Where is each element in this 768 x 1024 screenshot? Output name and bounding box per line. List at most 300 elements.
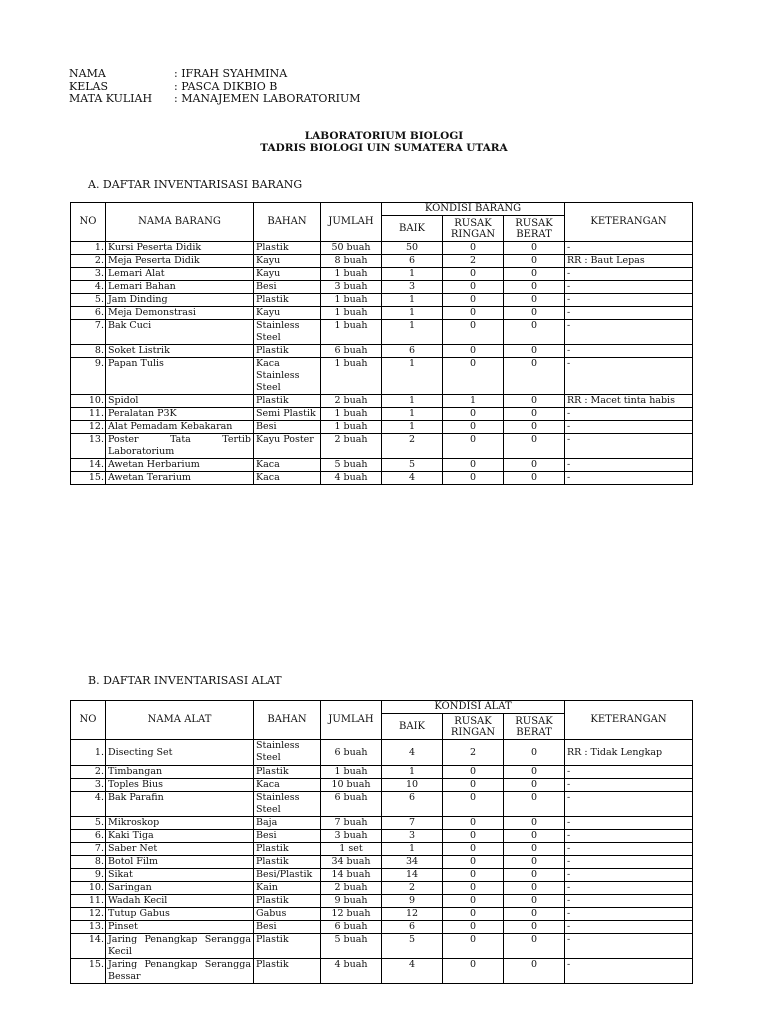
condition-rusak-berat: 0 [504,908,565,921]
item-name: Toples Bius [106,779,254,792]
col-qty: JUMLAH [321,203,382,242]
item-quantity: 5 buah [321,934,382,959]
col-no: NO [71,203,106,242]
condition-rusak-berat: 0 [504,459,565,472]
table-row [71,307,693,320]
table-row [71,869,693,882]
info-key: NAMA [69,67,106,80]
condition-rusak-berat: 0 [504,882,565,895]
condition-baik: 2 [382,882,443,895]
condition-rusak-berat: 0 [504,395,565,408]
condition-baik: 6 [382,255,443,268]
item-quantity: 1 buah [321,408,382,421]
item-note: RR : Macet tinta habis [565,395,693,408]
col-note: KETERANGAN [565,701,693,740]
table-row [71,472,693,485]
item-name: Saringan [106,882,254,895]
row-number: 8. [71,345,106,358]
table-row [71,459,693,472]
col-rusak-berat-label: RUSAK BERAT [515,715,553,738]
item-material: Plastik [254,345,321,358]
row-number: 1. [71,242,106,255]
item-note: - [565,472,693,485]
row-number: 14. [71,459,106,472]
condition-rusak-ringan: 0 [443,320,504,345]
section-a-heading: A. DAFTAR INVENTARISASI BARANG [88,178,303,191]
row-number: 9. [71,358,106,395]
col-rusak-ringan-label: RUSAK RINGAN [450,217,496,240]
condition-rusak-berat: 0 [504,255,565,268]
row-number: 11. [71,895,106,908]
condition-rusak-ringan: 0 [443,421,504,434]
table-row [71,895,693,908]
item-note: - [565,320,693,345]
col-condition: KONDISI BARANG [382,203,565,216]
condition-rusak-berat: 0 [504,779,565,792]
item-note: - [565,294,693,307]
condition-baik: 3 [382,830,443,843]
row-number: 6. [71,307,106,320]
item-quantity: 50 buah [321,242,382,255]
item-material: Gabus [254,908,321,921]
condition-rusak-ringan: 0 [443,294,504,307]
condition-rusak-berat: 0 [504,766,565,779]
item-note: - [565,281,693,294]
item-quantity: 2 buah [321,882,382,895]
item-material: Kayu [254,255,321,268]
condition-baik: 7 [382,817,443,830]
condition-rusak-berat: 0 [504,434,565,459]
item-material: Plastik [254,934,321,959]
item-material: Plastik [254,856,321,869]
item-note: RR : Baut Lepas [565,255,693,268]
item-note: - [565,779,693,792]
table-row [71,281,693,294]
item-name: Pinset [106,921,254,934]
item-name: Awetan Terarium [106,472,254,485]
item-quantity: 1 buah [321,766,382,779]
condition-rusak-berat: 0 [504,843,565,856]
row-number: 1. [71,740,106,766]
col-rusak-ringan-label: RUSAK RINGAN [450,715,496,738]
item-material: Kayu [254,268,321,281]
item-name: Meja Peserta Didik [106,255,254,268]
item-material: Semi Plastik [254,408,321,421]
item-name: Botol Film [106,856,254,869]
item-quantity: 9 buah [321,895,382,908]
item-name: Awetan Herbarium [106,459,254,472]
row-number: 10. [71,882,106,895]
item-note: - [565,830,693,843]
row-number: 3. [71,779,106,792]
condition-rusak-ringan: 0 [443,242,504,255]
info-value: : IFRAH SYAHMINA [174,67,288,80]
condition-rusak-ringan: 0 [443,779,504,792]
row-number: 12. [71,421,106,434]
condition-baik: 1 [382,408,443,421]
col-condition: KONDISI ALAT [382,701,565,714]
condition-rusak-ringan: 0 [443,472,504,485]
condition-rusak-berat: 0 [504,358,565,395]
table-row [71,408,693,421]
item-name: Meja Demonstrasi [106,307,254,320]
condition-rusak-ringan: 0 [443,817,504,830]
condition-baik: 9 [382,895,443,908]
row-number: 7. [71,843,106,856]
condition-baik: 1 [382,766,443,779]
item-note: RR : Tidak Lengkap [565,740,693,766]
row-number: 2. [71,255,106,268]
item-name: Saber Net [106,843,254,856]
item-quantity: 1 buah [321,320,382,345]
condition-baik: 5 [382,459,443,472]
item-material: Kaca [254,779,321,792]
item-material: Plastik [254,242,321,255]
condition-baik: 5 [382,934,443,959]
condition-rusak-ringan: 0 [443,792,504,817]
item-name: Tutup Gabus [106,908,254,921]
condition-rusak-berat: 0 [504,959,565,984]
item-note: - [565,358,693,395]
condition-baik: 34 [382,856,443,869]
condition-rusak-ringan: 0 [443,345,504,358]
condition-rusak-berat: 0 [504,345,565,358]
item-material: Besi/Plastik [254,869,321,882]
item-quantity: 34 buah [321,856,382,869]
item-quantity: 4 buah [321,472,382,485]
col-rusak-ringan [443,216,504,242]
condition-rusak-berat: 0 [504,817,565,830]
item-note: - [565,421,693,434]
condition-baik: 1 [382,395,443,408]
table-row [71,421,693,434]
table-row [71,856,693,869]
condition-baik: 12 [382,908,443,921]
row-number: 7. [71,320,106,345]
item-quantity: 2 buah [321,434,382,459]
condition-rusak-berat: 0 [504,307,565,320]
item-quantity: 10 buah [321,779,382,792]
condition-rusak-berat: 0 [504,934,565,959]
row-number: 10. [71,395,106,408]
table-row [71,268,693,281]
row-number: 4. [71,792,106,817]
row-number: 13. [71,434,106,459]
item-name: Disecting Set [106,740,254,766]
table-row [71,345,693,358]
condition-baik: 50 [382,242,443,255]
item-material: Kayu [254,307,321,320]
item-note: - [565,345,693,358]
item-quantity: 6 buah [321,921,382,934]
condition-rusak-ringan: 0 [443,281,504,294]
info-value: : PASCA DIKBIO B [174,79,278,93]
item-material: Plastik [254,959,321,984]
row-number: 15. [71,959,106,984]
condition-baik: 4 [382,472,443,485]
item-name: Bak Cuci [106,320,254,345]
condition-rusak-ringan: 0 [443,830,504,843]
row-number: 14. [71,934,106,959]
item-name: Mikroskop [106,817,254,830]
col-rusak-berat [504,714,565,740]
item-material: Besi [254,830,321,843]
title-line-1: LABORATORIUM BIOLOGI [304,130,464,142]
col-material: BAHAN [254,203,321,242]
condition-rusak-ringan: 0 [443,459,504,472]
item-note: - [565,268,693,281]
title-line-2: TADRIS BIOLOGI UIN SUMATERA UTARA [260,142,508,154]
condition-rusak-berat: 0 [504,895,565,908]
item-note: - [565,882,693,895]
document-title [0,130,768,154]
item-quantity: 3 buah [321,830,382,843]
item-material: Plastik [254,395,321,408]
condition-rusak-ringan: 0 [443,895,504,908]
item-note: - [565,908,693,921]
col-baik: BAIK [382,216,443,242]
item-name: Soket Listrik [106,345,254,358]
col-rusak-berat-label: RUSAK BERAT [515,217,553,240]
item-name: Peralatan P3K [106,408,254,421]
item-note: - [565,766,693,779]
condition-rusak-berat: 0 [504,472,565,485]
table-row [71,434,693,459]
item-material: Stainless Steel [254,792,321,817]
condition-rusak-berat: 0 [504,408,565,421]
table-row [71,294,693,307]
item-name: Jam Dinding [106,294,254,307]
item-material: Stainless Steel [254,740,321,766]
inventory-table-alat [70,700,693,984]
item-material: Plastik [254,895,321,908]
condition-rusak-berat: 0 [504,830,565,843]
condition-baik: 14 [382,869,443,882]
condition-rusak-ringan: 1 [443,395,504,408]
item-material: Kaca Stainless Steel [254,358,321,395]
item-name: Sikat [106,869,254,882]
student-info [69,68,361,106]
condition-rusak-ringan: 0 [443,869,504,882]
condition-baik: 1 [382,294,443,307]
item-quantity: 6 buah [321,792,382,817]
info-row-mata-kuliah [69,93,361,106]
info-key: MATA KULIAH [69,92,153,105]
condition-rusak-ringan: 0 [443,358,504,395]
item-quantity: 1 buah [321,421,382,434]
table-row [71,959,693,984]
row-number: 6. [71,830,106,843]
condition-rusak-ringan: 0 [443,908,504,921]
item-quantity: 4 buah [321,959,382,984]
condition-rusak-berat: 0 [504,921,565,934]
condition-rusak-ringan: 0 [443,766,504,779]
table-row [71,882,693,895]
condition-rusak-ringan: 0 [443,307,504,320]
item-quantity: 7 buah [321,817,382,830]
item-name: Jaring Penangkap Serangga Bessar [106,959,254,984]
item-quantity: 12 buah [321,908,382,921]
condition-rusak-berat: 0 [504,268,565,281]
item-note: - [565,959,693,984]
item-quantity: 1 buah [321,268,382,281]
condition-rusak-berat: 0 [504,740,565,766]
table-row [71,242,693,255]
condition-baik: 3 [382,281,443,294]
item-quantity: 1 buah [321,358,382,395]
condition-baik: 1 [382,320,443,345]
item-note: - [565,242,693,255]
row-number: 11. [71,408,106,421]
table-row [71,395,693,408]
item-name: Poster Tata Tertib Laboratorium [106,434,254,459]
table-row [71,817,693,830]
condition-rusak-berat: 0 [504,320,565,345]
info-key: KELAS [69,79,109,93]
item-name: Spidol [106,395,254,408]
condition-baik: 4 [382,959,443,984]
col-name: NAMA ALAT [106,701,254,740]
item-note: - [565,459,693,472]
condition-rusak-berat: 0 [504,242,565,255]
item-name: Lemari Bahan [106,281,254,294]
condition-rusak-ringan: 2 [443,255,504,268]
condition-rusak-berat: 0 [504,869,565,882]
row-number: 5. [71,294,106,307]
item-quantity: 2 buah [321,395,382,408]
item-name: Bak Parafin [106,792,254,817]
condition-rusak-ringan: 0 [443,921,504,934]
condition-rusak-berat: 0 [504,281,565,294]
item-quantity: 1 buah [321,307,382,320]
condition-rusak-berat: 0 [504,421,565,434]
item-note: - [565,869,693,882]
condition-rusak-berat: 0 [504,856,565,869]
item-quantity: 1 set [321,843,382,856]
item-material: Kain [254,882,321,895]
item-material: Stainless Steel [254,320,321,345]
item-name: Kursi Peserta Didik [106,242,254,255]
condition-rusak-ringan: 2 [443,740,504,766]
item-material: Besi [254,921,321,934]
item-quantity: 8 buah [321,255,382,268]
item-name: Kaki Tiga [106,830,254,843]
condition-rusak-ringan: 0 [443,408,504,421]
item-name: Wadah Kecil [106,895,254,908]
row-number: 9. [71,869,106,882]
col-baik: BAIK [382,714,443,740]
item-note: - [565,307,693,320]
col-rusak-berat [504,216,565,242]
table-row [71,830,693,843]
condition-baik: 1 [382,843,443,856]
item-note: - [565,856,693,869]
condition-baik: 2 [382,434,443,459]
item-quantity: 3 buah [321,281,382,294]
condition-baik: 1 [382,421,443,434]
item-material: Plastik [254,766,321,779]
row-number: 5. [71,817,106,830]
row-number: 3. [71,268,106,281]
section-b-heading: B. DAFTAR INVENTARISASI ALAT [88,674,282,687]
condition-baik: 1 [382,307,443,320]
col-no: NO [71,701,106,740]
item-quantity: 6 buah [321,345,382,358]
item-name: Papan Tulis [106,358,254,395]
row-number: 15. [71,472,106,485]
condition-rusak-berat: 0 [504,294,565,307]
item-note: - [565,817,693,830]
inventory-table-barang [70,202,693,485]
item-material: Kayu Poster [254,434,321,459]
table-row [71,740,693,766]
table-row [71,766,693,779]
item-material: Kaca [254,459,321,472]
condition-baik: 6 [382,921,443,934]
col-rusak-ringan [443,714,504,740]
item-note: - [565,843,693,856]
col-qty: JUMLAH [321,701,382,740]
condition-rusak-ringan: 0 [443,882,504,895]
row-number: 12. [71,908,106,921]
item-name: Alat Pemadam Kebakaran [106,421,254,434]
condition-rusak-berat: 0 [504,792,565,817]
table-row [71,358,693,395]
item-note: - [565,408,693,421]
condition-baik: 6 [382,792,443,817]
item-name: Lemari Alat [106,268,254,281]
condition-rusak-ringan: 0 [443,268,504,281]
col-note: KETERANGAN [565,203,693,242]
table-row [71,843,693,856]
table-row [71,921,693,934]
table-row [71,792,693,817]
item-name: Jaring Penangkap Serangga Kecil [106,934,254,959]
item-material: Plastik [254,843,321,856]
item-name: Timbangan [106,766,254,779]
item-material: Kaca [254,472,321,485]
col-name: NAMA BARANG [106,203,254,242]
item-quantity: 6 buah [321,740,382,766]
row-number: 8. [71,856,106,869]
row-number: 4. [71,281,106,294]
table-row [71,908,693,921]
item-note: - [565,934,693,959]
condition-baik: 10 [382,779,443,792]
item-material: Besi [254,281,321,294]
item-note: - [565,921,693,934]
table-row [71,320,693,345]
condition-rusak-ringan: 0 [443,959,504,984]
condition-rusak-ringan: 0 [443,856,504,869]
table-row [71,934,693,959]
condition-rusak-ringan: 0 [443,434,504,459]
item-note: - [565,895,693,908]
condition-rusak-ringan: 0 [443,843,504,856]
item-quantity: 1 buah [321,294,382,307]
item-note: - [565,434,693,459]
row-number: 2. [71,766,106,779]
condition-baik: 1 [382,268,443,281]
item-quantity: 5 buah [321,459,382,472]
row-number: 13. [71,921,106,934]
condition-baik: 6 [382,345,443,358]
condition-baik: 1 [382,358,443,395]
info-row-nama [69,68,361,81]
item-material: Baja [254,817,321,830]
condition-rusak-ringan: 0 [443,934,504,959]
item-material: Besi [254,421,321,434]
